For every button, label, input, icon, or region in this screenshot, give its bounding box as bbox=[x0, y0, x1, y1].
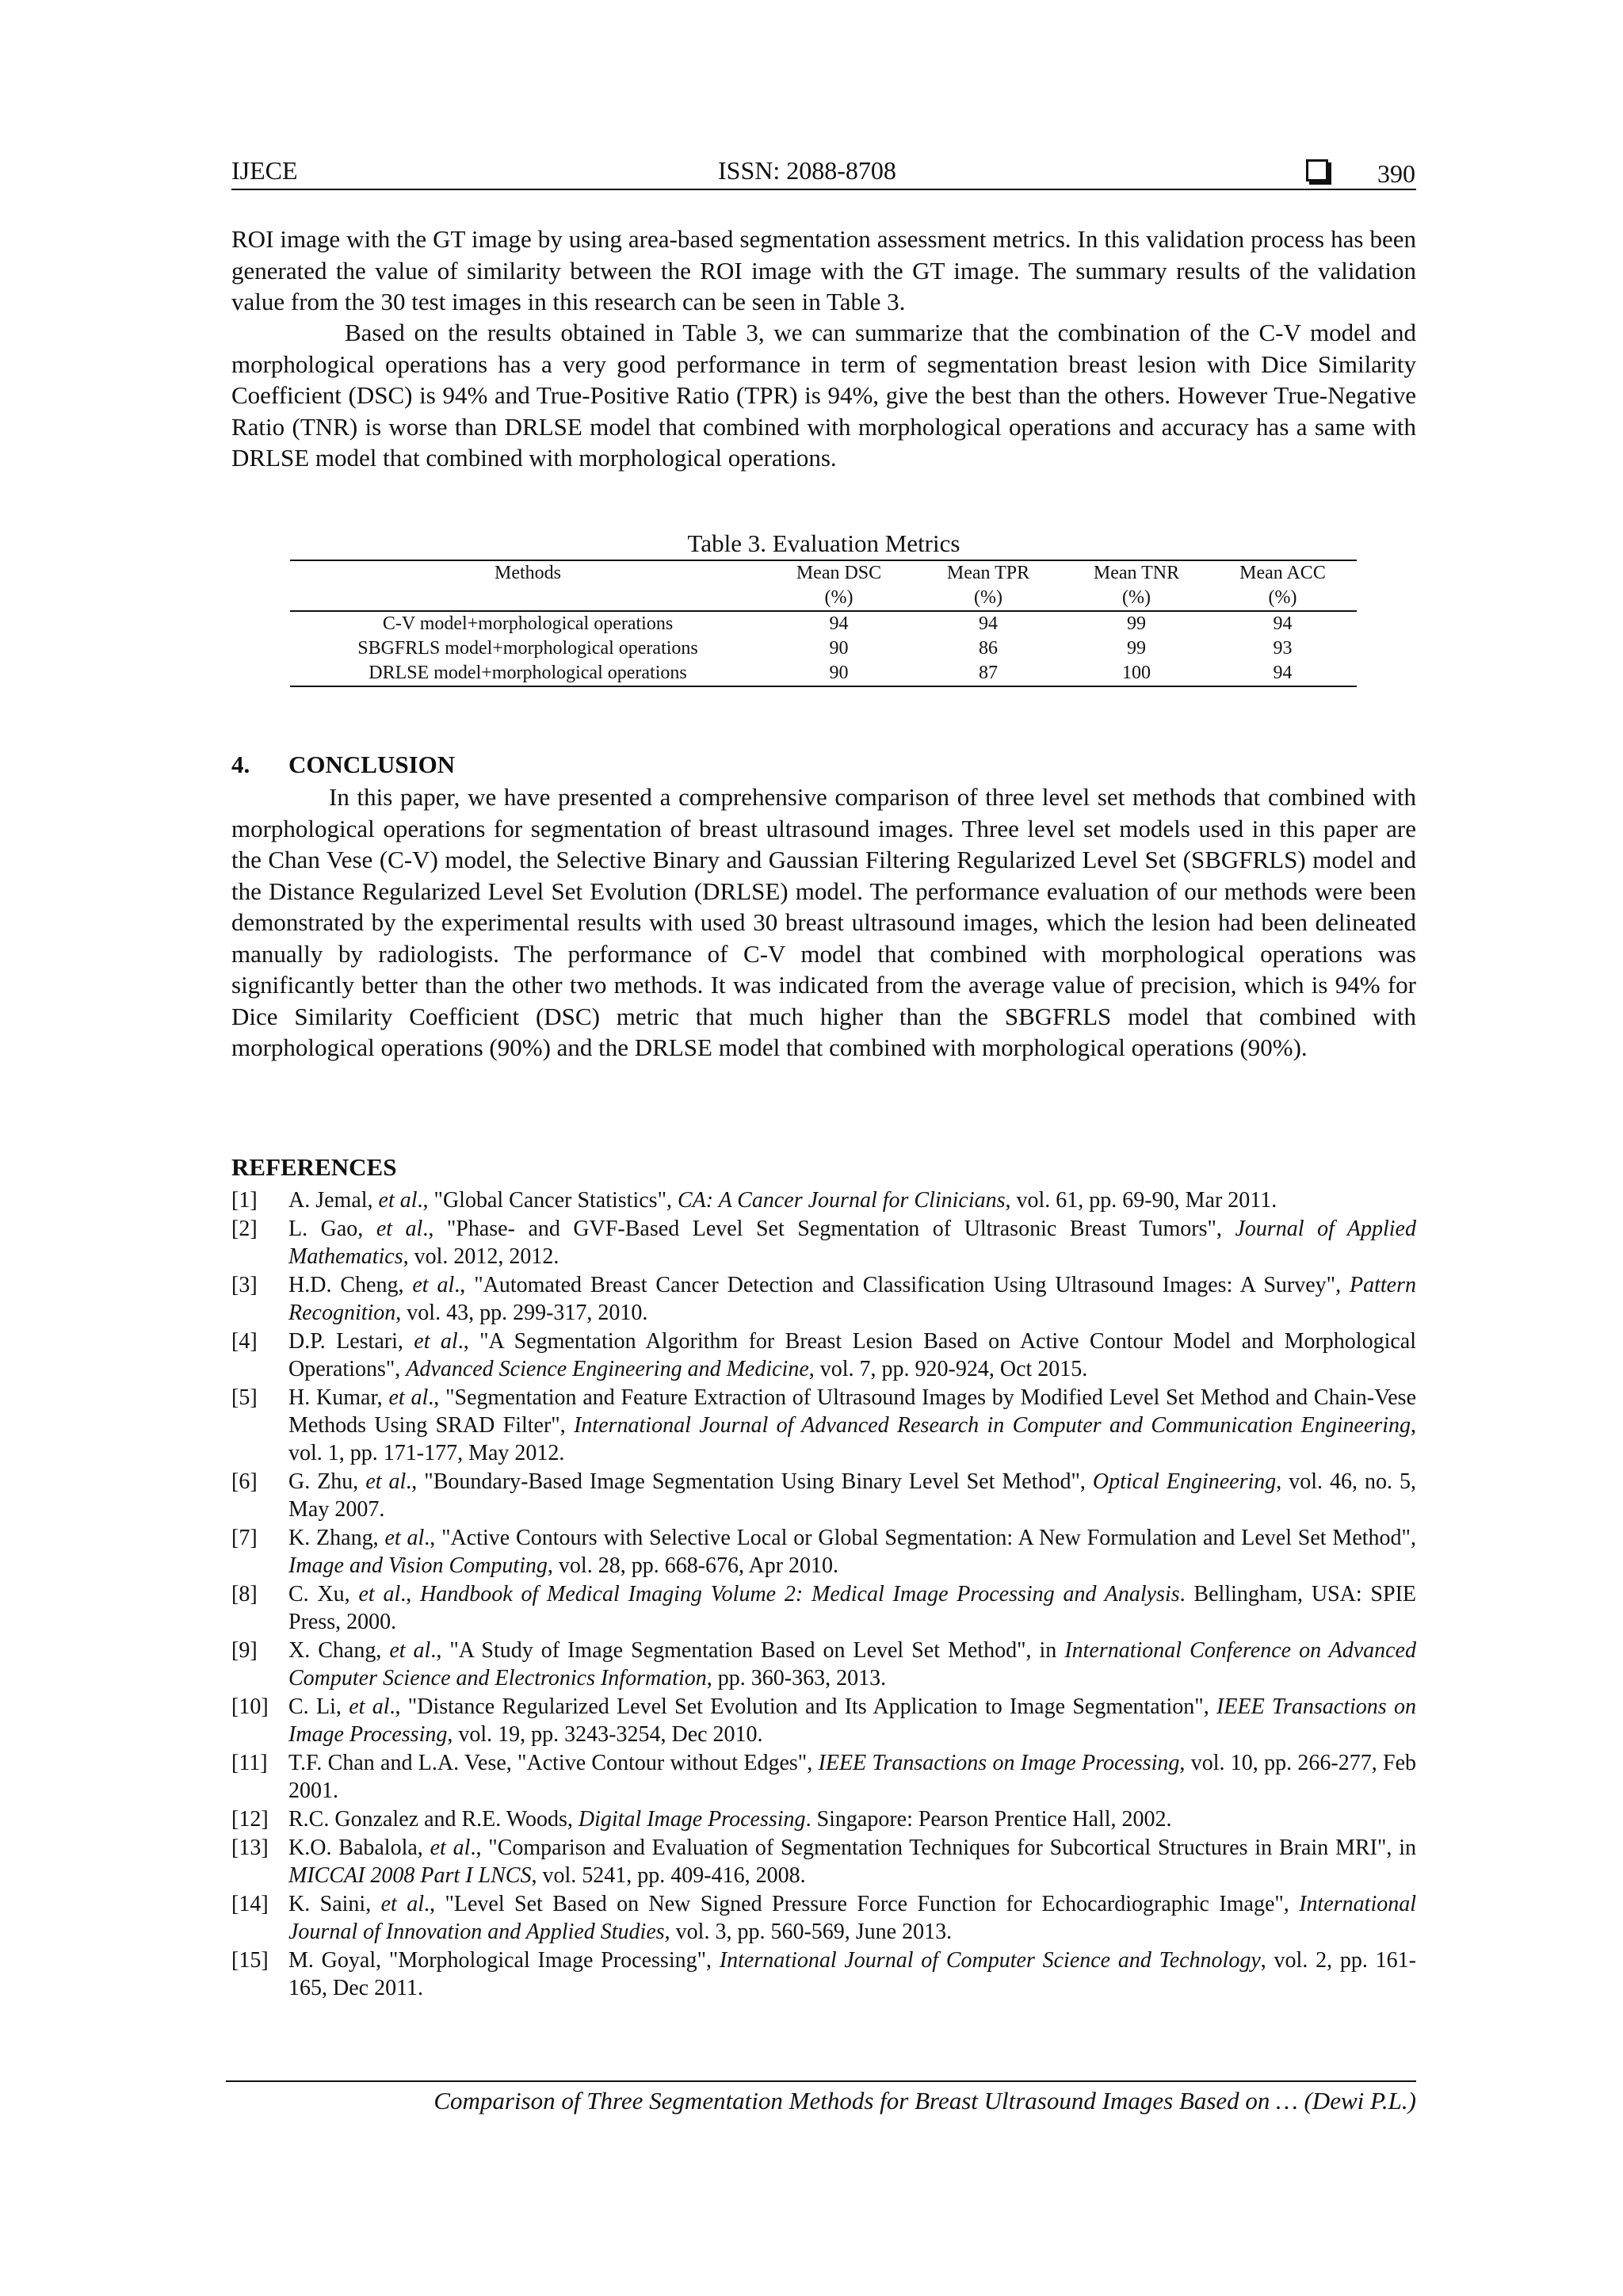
reference-item bbox=[231, 1693, 1416, 1748]
reference-item bbox=[231, 1328, 1416, 1383]
reference-number: [7] bbox=[231, 1526, 258, 1550]
reference-details: , vol. 2012, 2012. bbox=[403, 1244, 559, 1269]
table-header-cell: Mean DSC bbox=[766, 560, 912, 586]
reference-title: ., "Automated Breast Cancer Detection and Classification Using Ultrasound Images: A Survey", bbox=[454, 1273, 1350, 1297]
reference-authors: L. Gao, bbox=[288, 1217, 376, 1241]
reference-authors: C. Xu, bbox=[288, 1582, 359, 1606]
table-cell: 90 bbox=[766, 661, 912, 686]
reference-details: , pp. 360-363, 2013. bbox=[706, 1666, 887, 1690]
table-cell: 94 bbox=[979, 613, 998, 634]
table-cell: 94 bbox=[1209, 661, 1357, 686]
journal-name: IJECE bbox=[231, 156, 298, 185]
table-caption: Table 3. Evaluation Metrics bbox=[687, 529, 960, 557]
reference-item bbox=[231, 1946, 1416, 2002]
footer-rule bbox=[226, 2080, 1416, 2082]
reference-title: ., "Global Cancer Statistics", bbox=[417, 1188, 678, 1213]
reference-et-al: et al bbox=[384, 1526, 425, 1550]
table-cell: 100 bbox=[1064, 661, 1209, 686]
reference-et-al: et al bbox=[389, 1638, 431, 1663]
reference-title: ., "Boundary-Based Image Segmentation Using Binary Level Set Method", bbox=[406, 1469, 1093, 1494]
reference-source: Image and Vision Computing bbox=[288, 1553, 548, 1578]
reference-et-al: et al bbox=[349, 1694, 390, 1719]
reference-source: Optical Engineering bbox=[1092, 1469, 1277, 1494]
reference-item bbox=[231, 1524, 1416, 1580]
table-unit-cell: (%) bbox=[912, 586, 1064, 611]
section-number: 4. bbox=[231, 751, 250, 778]
intro-paragraph: ROI image with the GT image by using area-based segmentation assessment metrics. In this validation process has been generated the value of similarity between the ROI image with the GT image. The summary results of the validation value from the 30 test images in this research can be seen in Table 3. bbox=[231, 225, 1416, 315]
reference-source: International Journal of Advanced Research in Computer and Communication Engineering bbox=[574, 1413, 1411, 1438]
reference-authors: K. Zhang, bbox=[288, 1526, 385, 1550]
reference-et-al: et al bbox=[365, 1469, 407, 1494]
reference-item bbox=[231, 1749, 1416, 1805]
reference-details: , vol. 28, pp. 668-676, Apr 2010. bbox=[547, 1553, 839, 1578]
reference-item bbox=[231, 1890, 1416, 1946]
reference-et-al: et al bbox=[388, 1385, 429, 1410]
reference-number: [3] bbox=[231, 1273, 258, 1297]
reference-details: , vol. 5241, pp. 409-416, 2008. bbox=[531, 1863, 806, 1888]
reference-authors: K. Saini, bbox=[288, 1892, 381, 1916]
reference-item bbox=[231, 1468, 1416, 1523]
results-paragraph: Based on the results obtained in Table 3, we can summarize that the combination of the C-V model and morphological operations has a very good performance in term of segmentation breast lesion with Dice Similarity Coefficient (DSC) is 94% and True-Positive Ratio (TPR) is 94%, give the best than the others. However True-Negative Ratio (TNR) is worse than DRLSE model that combined with morphological operations and accuracy has a same with DRLSE model that combined with morphological operations. bbox=[231, 319, 1416, 472]
table-header-cell: Methods bbox=[290, 560, 766, 586]
reference-source: Advanced Science Engineering and Medicine bbox=[406, 1357, 809, 1381]
section-title: CONCLUSION bbox=[288, 751, 456, 778]
table-header-cell: Mean TPR bbox=[912, 560, 1064, 586]
reference-item bbox=[231, 1834, 1416, 1889]
reference-source: International Journal of Computer Science and Technology bbox=[719, 1948, 1261, 1973]
reference-item bbox=[231, 1186, 1416, 1214]
reference-number: [6] bbox=[231, 1469, 258, 1494]
reference-authors: A. Jemal, bbox=[288, 1188, 379, 1213]
table-cell: 99 bbox=[1127, 613, 1146, 634]
reference-details: , vol. 2, pp. 161-165, Dec 2011. bbox=[288, 1948, 1416, 2000]
reference-source: Pattern Recognition bbox=[288, 1273, 1416, 1325]
evaluation-metrics-table bbox=[290, 560, 1357, 687]
reference-title: ., "Active Contours with Selective Local or Global Segmentation: A New Formulation and Level Set Method", bbox=[424, 1526, 1416, 1550]
reference-title: ., "A Segmentation Algorithm for Breast Lesion Based on Active Contour Model and Morphological Operations", bbox=[288, 1329, 1416, 1381]
table-cell: 94 bbox=[1273, 613, 1293, 634]
issn: ISSN: 2088-8708 bbox=[718, 156, 896, 185]
reference-details: , vol. 46, no. 5, May 2007. bbox=[288, 1469, 1417, 1522]
reference-item bbox=[231, 1384, 1416, 1467]
reference-number: [14] bbox=[231, 1892, 269, 1916]
reference-source: International Journal of Innovation and Applied Studies bbox=[288, 1892, 1416, 1944]
table-header-cell: Mean TNR bbox=[1064, 560, 1209, 586]
table-unit-cell: (%) bbox=[766, 586, 912, 611]
reference-source: IEEE Transactions on Image Processing bbox=[288, 1694, 1416, 1747]
reference-details: , vol. 10, pp. 266-277, Feb 2001. bbox=[288, 1751, 1416, 1803]
table-cell: 93 bbox=[1273, 638, 1293, 659]
table-cell: SBGFRLS model+morphological operations bbox=[357, 638, 698, 659]
reference-details: , vol. 61, pp. 69-90, Mar 2011. bbox=[1005, 1188, 1277, 1213]
reference-details: , vol. 19, pp. 3243-3254, Dec 2010. bbox=[447, 1722, 763, 1747]
reference-et-al: et al bbox=[358, 1582, 401, 1606]
reference-authors: C. Li, bbox=[288, 1694, 349, 1719]
reference-title: ., bbox=[400, 1582, 421, 1606]
reference-details: . Bellingham, USA: SPIE Press, 2000. bbox=[288, 1582, 1416, 1634]
reference-et-al: et al bbox=[414, 1329, 458, 1354]
reference-et-al: et al bbox=[380, 1892, 425, 1916]
references-heading: REFERENCES bbox=[231, 1153, 397, 1181]
reference-number: [1] bbox=[231, 1188, 258, 1213]
reference-authors: M. Goyal, "Morphological Image Processing", bbox=[288, 1948, 720, 1973]
table-cell: 94 bbox=[829, 613, 849, 634]
table-header-cell: Mean ACC bbox=[1209, 560, 1357, 586]
reference-details: , vol. 3, pp. 560-569, June 2013. bbox=[664, 1920, 953, 1944]
reference-authors: H. Kumar, bbox=[288, 1385, 389, 1410]
reference-title: ., "Comparison and Evaluation of Segmentation Techniques for Subcortical Structures in Brain MRI", in bbox=[470, 1836, 1416, 1860]
reference-authors: X. Chang, bbox=[288, 1638, 390, 1663]
reference-number: [8] bbox=[231, 1582, 258, 1606]
page-number: 390 bbox=[1377, 159, 1415, 188]
table-row bbox=[290, 636, 1357, 661]
table-cell: 90 bbox=[829, 638, 849, 659]
running-title: Comparison of Three Segmentation Methods for Breast Ultrasound Images Based on … (Dewi P.L.) bbox=[433, 2087, 1416, 2115]
reference-et-al: et al bbox=[378, 1188, 418, 1213]
reference-item bbox=[231, 1805, 1416, 1833]
reference-title: ., "Distance Regularized Level Set Evolution and Its Application to Image Segmentation", bbox=[389, 1694, 1217, 1719]
header-rule bbox=[231, 189, 1416, 190]
reference-item bbox=[231, 1271, 1416, 1327]
table-unit-cell: (%) bbox=[1064, 586, 1209, 611]
reference-et-al: et al bbox=[376, 1217, 423, 1241]
reference-authors: H.D. Cheng, bbox=[288, 1273, 413, 1297]
table-cell: 87 bbox=[912, 661, 1064, 686]
table-unit-cell bbox=[290, 586, 766, 611]
reference-title: ., "A Study of Image Segmentation Based on Level Set Method", in bbox=[430, 1638, 1065, 1663]
table-unit-cell: (%) bbox=[1209, 586, 1357, 611]
reference-et-al: et al bbox=[430, 1836, 471, 1860]
reference-authors: K.O. Babalola, bbox=[288, 1836, 430, 1860]
reference-number: [13] bbox=[231, 1836, 269, 1860]
reference-item bbox=[231, 1215, 1416, 1270]
reference-number: [4] bbox=[231, 1329, 258, 1354]
reference-source: Digital Image Processing bbox=[578, 1807, 806, 1832]
reference-source: IEEE Transactions on Image Processing bbox=[818, 1751, 1180, 1775]
conclusion-paragraph: In this paper, we have presented a comprehensive comparison of three level set methods that combined with morphological operations for segmentation of breast ultrasound images. Three level set models used in this paper are the Chan Vese (C-V) model, the Selective Binary and Gaussian Filtering Regularized Level Set (SBGFRLS) model and the Distance Regularized Level Set Evolution (DRLSE) model. The performance evaluation of our methods were been demonstrated by the experimental results with used 30 breast ultrasound images, which the lesion had been delineated manually by radiologists. The performance of C-V model that combined with morphological operations was significantly better than the other two methods. It was indicated from the average value of precision, which is 94% for Dice Similarity Coefficient (DSC) metric that much higher than the SBGFRLS model that combined with morphological operations (90%) and the DRLSE model that combined with morphological operations (90%). bbox=[231, 783, 1416, 1061]
square-bullet-icon bbox=[1306, 159, 1328, 181]
table-row bbox=[290, 661, 1357, 686]
reference-title: ., "Segmentation and Feature Extraction of Ultrasound Images by Modified Level Set Method and Chain-Vese Methods Using SRAD Filter", bbox=[288, 1385, 1416, 1438]
reference-source: CA: A Cancer Journal for Clinicians bbox=[678, 1188, 1006, 1213]
reference-details: . Singapore: Pearson Prentice Hall, 2002. bbox=[805, 1807, 1172, 1832]
reference-details: , vol. 43, pp. 299-317, 2010. bbox=[395, 1301, 648, 1325]
reference-authors: G. Zhu, bbox=[288, 1469, 366, 1494]
reference-number: [11] bbox=[231, 1751, 268, 1775]
reference-source: Journal of Applied Mathematics bbox=[288, 1217, 1416, 1269]
reference-details: , vol. 7, pp. 920-924, Oct 2015. bbox=[808, 1357, 1088, 1381]
reference-authors: T.F. Chan and L.A. Vese, "Active Contour without Edges", bbox=[288, 1751, 819, 1775]
page-header bbox=[231, 155, 1416, 193]
reference-number: [12] bbox=[231, 1807, 269, 1832]
reference-details: , vol. 1, pp. 171-177, May 2012. bbox=[288, 1413, 1416, 1465]
table-row bbox=[290, 611, 1357, 636]
table-cell: DRLSE model+morphological operations bbox=[290, 661, 766, 686]
reference-list bbox=[231, 1186, 1416, 2003]
reference-number: [15] bbox=[231, 1948, 269, 1973]
reference-title: ., "Level Set Based on New Signed Pressure Force Function for Echocardiographic Image", bbox=[424, 1892, 1300, 1916]
reference-et-al: et al bbox=[412, 1273, 455, 1297]
reference-number: [10] bbox=[231, 1694, 269, 1719]
reference-number: [2] bbox=[231, 1217, 258, 1241]
reference-number: [5] bbox=[231, 1385, 258, 1410]
reference-source: International Conference on Advanced Computer Science and Electronics Information bbox=[288, 1638, 1416, 1690]
table-cell: 86 bbox=[979, 638, 998, 659]
reference-authors: D.P. Lestari, bbox=[288, 1329, 414, 1354]
reference-authors: R.C. Gonzalez and R.E. Woods, bbox=[288, 1807, 579, 1832]
table-cell: C-V model+morphological operations bbox=[382, 613, 674, 634]
reference-item bbox=[231, 1637, 1416, 1692]
reference-source: MICCAI 2008 Part I LNCS bbox=[288, 1863, 532, 1888]
reference-source: Handbook of Medical Imaging Volume 2: Medical Image Processing and Analysis bbox=[420, 1582, 1180, 1606]
reference-title: ., "Phase- and GVF-Based Level Set Segmentation of Ultrasonic Breast Tumors", bbox=[422, 1217, 1235, 1241]
reference-item bbox=[231, 1580, 1416, 1636]
conclusion-heading bbox=[231, 751, 455, 779]
reference-number: [9] bbox=[231, 1638, 258, 1663]
table-cell: 99 bbox=[1127, 638, 1146, 659]
